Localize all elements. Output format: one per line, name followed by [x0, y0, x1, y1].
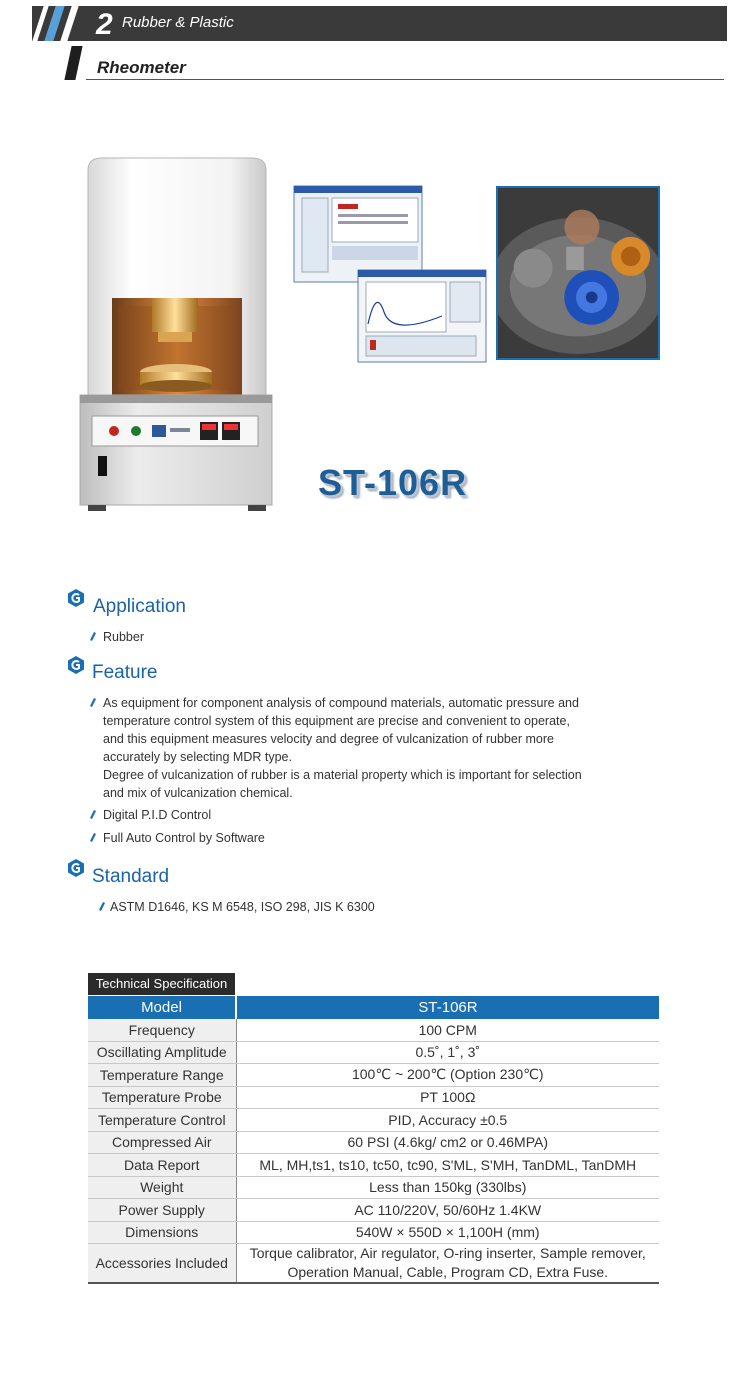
application-title: Application [93, 596, 186, 617]
spec-header-value: ST-106R [236, 996, 659, 1019]
spec-value [236, 1244, 659, 1284]
spec-value: 0.5˚, 1˚, 3˚ [236, 1041, 659, 1064]
spec-value: 100℃ ~ 200℃ (Option 230℃) [236, 1064, 659, 1087]
section-title: Rheometer [97, 58, 186, 77]
standard-item: ASTM D1646, KS M 6548, ISO 298, JIS K 6300 [110, 900, 375, 914]
standard-title: Standard [92, 866, 170, 887]
spec-value: AC 110/220V, 50/60Hz 1.4KW [236, 1199, 659, 1222]
section-g-icon [66, 858, 86, 878]
spec-label: Temperature Probe [88, 1086, 236, 1109]
section-g-icon [66, 655, 86, 675]
spec-value: Less than 150kg (330lbs) [236, 1176, 659, 1199]
application-item: Rubber [103, 630, 144, 644]
spec-value: 100 CPM [236, 1019, 659, 1042]
spec-table-caption: Technical Specification [88, 973, 235, 995]
bullet-icon [90, 698, 96, 707]
spec-value: PT 100Ω [236, 1086, 659, 1109]
model-name: ST-106R [318, 462, 468, 503]
header-stripe [60, 6, 78, 41]
spec-value: ML, MH,ts1, ts10, tc50, tc90, S'ML, S'MH, TanDML, TanDMH [236, 1154, 659, 1177]
spec-header-label: Model [88, 996, 236, 1019]
spec-label: Frequency [88, 1019, 236, 1042]
rheometer-machine-image [52, 140, 288, 528]
chapter-header-bar [32, 6, 727, 41]
spec-label: Weight [88, 1176, 236, 1199]
feature-item [103, 694, 585, 802]
spec-value: 540W × 550D × 1,100H (mm) [236, 1221, 659, 1244]
section-divider [86, 79, 724, 80]
feature-item: Digital P.I.D Control [103, 808, 212, 822]
spec-row [88, 1064, 659, 1087]
chapter-title: Rubber & Plastic [122, 14, 234, 31]
spec-label: Oscillating Amplitude [88, 1041, 236, 1064]
software-screenshots-image [292, 184, 488, 364]
spec-row [88, 1221, 659, 1244]
spec-value: PID, Accuracy ±0.5 [236, 1109, 659, 1132]
feature-item: Full Auto Control by Software [103, 831, 265, 845]
spec-row [88, 1131, 659, 1154]
spec-row [88, 1244, 659, 1284]
spec-value: 60 PSI (4.6kg/ cm2 or 0.46MPA) [236, 1131, 659, 1154]
spec-label: Accessories Included [88, 1244, 236, 1284]
spec-label: Temperature Control [88, 1109, 236, 1132]
feature-item-extra: Degree of vulcanization of rubber is a material property which is important for selection and mix of vulcanization chemical. [103, 768, 582, 800]
bullet-icon [99, 902, 105, 911]
spec-row [88, 1041, 659, 1064]
spec-row [88, 1019, 659, 1042]
spec-label: Compressed Air [88, 1131, 236, 1154]
spec-label: Temperature Range [88, 1064, 236, 1087]
feature-item-text: As equipment for component analysis of compound materials, automatic pressure and temperature control system of this equipment are precise and convenient to operate, and this equipment measures velocity and degree of vulcanization of rubber more accurately by selecting MDR type. [103, 696, 579, 764]
spec-label: Data Report [88, 1154, 236, 1177]
bullet-icon [90, 833, 96, 842]
spec-label: Power Supply [88, 1199, 236, 1222]
spec-value-line: Operation Manual, Cable, Program CD, Extra Fuse. [287, 1264, 609, 1280]
spec-label: Dimensions [88, 1221, 236, 1244]
spec-row [88, 1199, 659, 1222]
section-stripe [64, 46, 82, 80]
rubber-samples-photo [496, 186, 660, 360]
spec-header-row [88, 996, 659, 1019]
chapter-number: 2 [96, 8, 113, 41]
spec-table [88, 996, 659, 1284]
feature-title: Feature [92, 662, 158, 683]
bullet-icon [90, 632, 96, 641]
section-g-icon [66, 588, 86, 608]
spec-row [88, 1154, 659, 1177]
bullet-icon [90, 810, 96, 819]
spec-row [88, 1109, 659, 1132]
spec-row [88, 1176, 659, 1199]
spec-row [88, 1086, 659, 1109]
spec-value-line: Torque calibrator, Air regulator, O-ring inserter, Sample remover, [249, 1245, 646, 1261]
